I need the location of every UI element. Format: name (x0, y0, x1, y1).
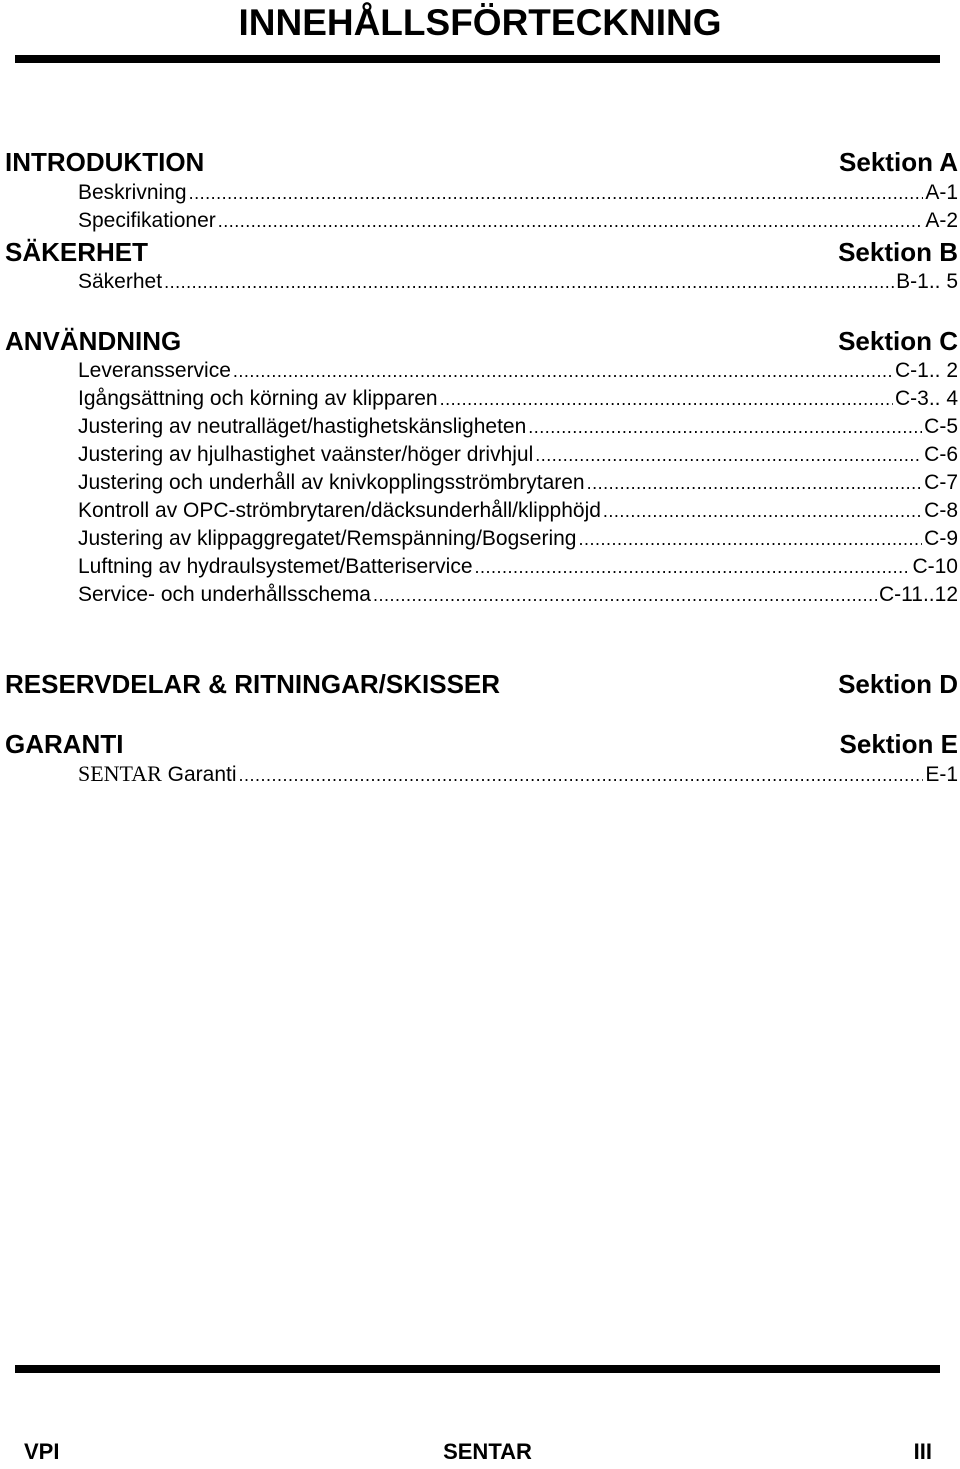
toc-entry-page: C-10 (912, 555, 958, 578)
toc-entry-page: C-5 (924, 415, 958, 438)
dot-leader (233, 357, 893, 385)
toc-entry-label: Kontroll av OPC-strömbrytaren/däcksunderhåll/klipphöjd (78, 499, 601, 522)
toc-entry-page: C-1 (894, 359, 929, 382)
dot-leader (373, 581, 877, 609)
toc-entry-igangsattning[interactable] (78, 385, 958, 413)
bottom-rule (15, 1365, 940, 1373)
toc-entry-label: Service- och underhållsschema (78, 583, 371, 606)
toc-entry-service-schema[interactable] (78, 581, 958, 609)
toc-entry-label: Igångsättning och körning av klipparen (78, 387, 438, 410)
toc-entry-justering-hjulhastighet[interactable] (78, 441, 958, 469)
toc-entry-label: Luftning av hydraulsystemet/Batteriservice (78, 555, 473, 578)
dot-leader (239, 761, 924, 789)
section-title: INTRODUKTION (5, 147, 205, 177)
section-title: ANVÄNDNING (5, 326, 182, 356)
toc-entry-page: C-7 (924, 471, 958, 494)
dot-leader (587, 469, 923, 497)
dot-leader (440, 385, 893, 413)
toc-entry-page: C-3 (894, 387, 929, 410)
dot-leader (218, 207, 924, 235)
toc-entry-label-text: Garanti (161, 763, 237, 786)
dot-leader (475, 553, 911, 581)
dot-leader (535, 441, 922, 469)
footer-center: SENTAR (443, 1439, 532, 1464)
toc-entry-page: C-11 (879, 583, 923, 606)
section-label: Sektion C (838, 326, 958, 356)
section-heading-garanti (5, 728, 958, 760)
toc-entry-opc-strombrytaren[interactable] (78, 497, 958, 525)
section-label: Sektion A (839, 147, 958, 177)
brand-name: SENTAR (78, 761, 162, 786)
toc-entry-sentar-garanti[interactable] (78, 760, 958, 789)
section-title: GARANTI (5, 729, 124, 759)
toc-entry-page: A-2 (925, 209, 958, 232)
toc-entry-luftning[interactable] (78, 553, 958, 581)
toc-entry-page: C-9 (924, 527, 958, 550)
section-label: Sektion D (838, 669, 958, 699)
toc-entry-label: Justering av hjulhastighet vaänster/höger drivhjul (78, 443, 534, 466)
toc-entry-page: B-1 (896, 270, 929, 293)
toc-entry-label: Säkerhet (78, 270, 163, 293)
toc-entry-page: C-6 (924, 443, 958, 466)
toc-entry-label: Justering av neutralläget/hastighetskänsligheten (78, 415, 527, 438)
dot-leader (528, 413, 922, 441)
dot-leader (189, 179, 924, 207)
section-title: RESERVDELAR & RITNINGAR/SKISSER (5, 669, 501, 699)
toc-entry-page: C-8 (924, 499, 958, 522)
footer-page-number: III (913, 1439, 932, 1464)
toc-entry-sakerhet[interactable] (78, 268, 958, 296)
footer-left: VPI (24, 1439, 60, 1464)
section-heading-sakerhet (5, 236, 958, 268)
section-heading-introduktion (5, 146, 958, 178)
section-heading-reservdelar (5, 668, 958, 700)
toc-entry-label: Justering och underhåll av knivkopplingsströmbrytaren (78, 471, 585, 494)
toc-entry-page-extra: .. 5 (928, 270, 958, 293)
toc-entry-label: Leveransservice (78, 359, 231, 382)
toc-entry-page-extra: .. 4 (928, 387, 958, 410)
toc-entry-specifikationer[interactable] (78, 207, 958, 235)
dot-leader (164, 268, 894, 296)
toc-entry-page-extra: ..12 (922, 583, 958, 606)
toc-entry-label: Beskrivning (78, 181, 187, 204)
toc-entry-page-extra: .. 2 (928, 359, 958, 382)
toc-entry-klippaggregatet[interactable] (78, 525, 958, 553)
toc-entry-justering-neutrallaget[interactable] (78, 413, 958, 441)
top-rule (15, 55, 940, 63)
section-label: Sektion B (838, 237, 958, 267)
toc-entry-label: Justering av klippaggregatet/Remspänning/Bogsering (78, 527, 577, 550)
page-footer (0, 1437, 960, 1469)
toc-entry-leveransservice[interactable] (78, 357, 958, 385)
toc-entry-beskrivning[interactable] (78, 179, 958, 207)
page-title: INNEHÅLLSFÖRTECKNING (238, 2, 722, 43)
section-label: Sektion E (839, 729, 958, 759)
toc-entry-page: E-1 (925, 763, 958, 786)
section-title: SÄKERHET (5, 237, 149, 267)
dot-leader (603, 497, 922, 525)
section-heading-anvandning (5, 325, 958, 357)
toc-entry-knivkopplingsstrombrytaren[interactable] (78, 469, 958, 497)
dot-leader (578, 525, 922, 553)
toc-entry-label: Specifikationer (78, 209, 216, 232)
toc-entry-page: A-1 (925, 181, 958, 204)
toc-entry-label (78, 760, 237, 789)
